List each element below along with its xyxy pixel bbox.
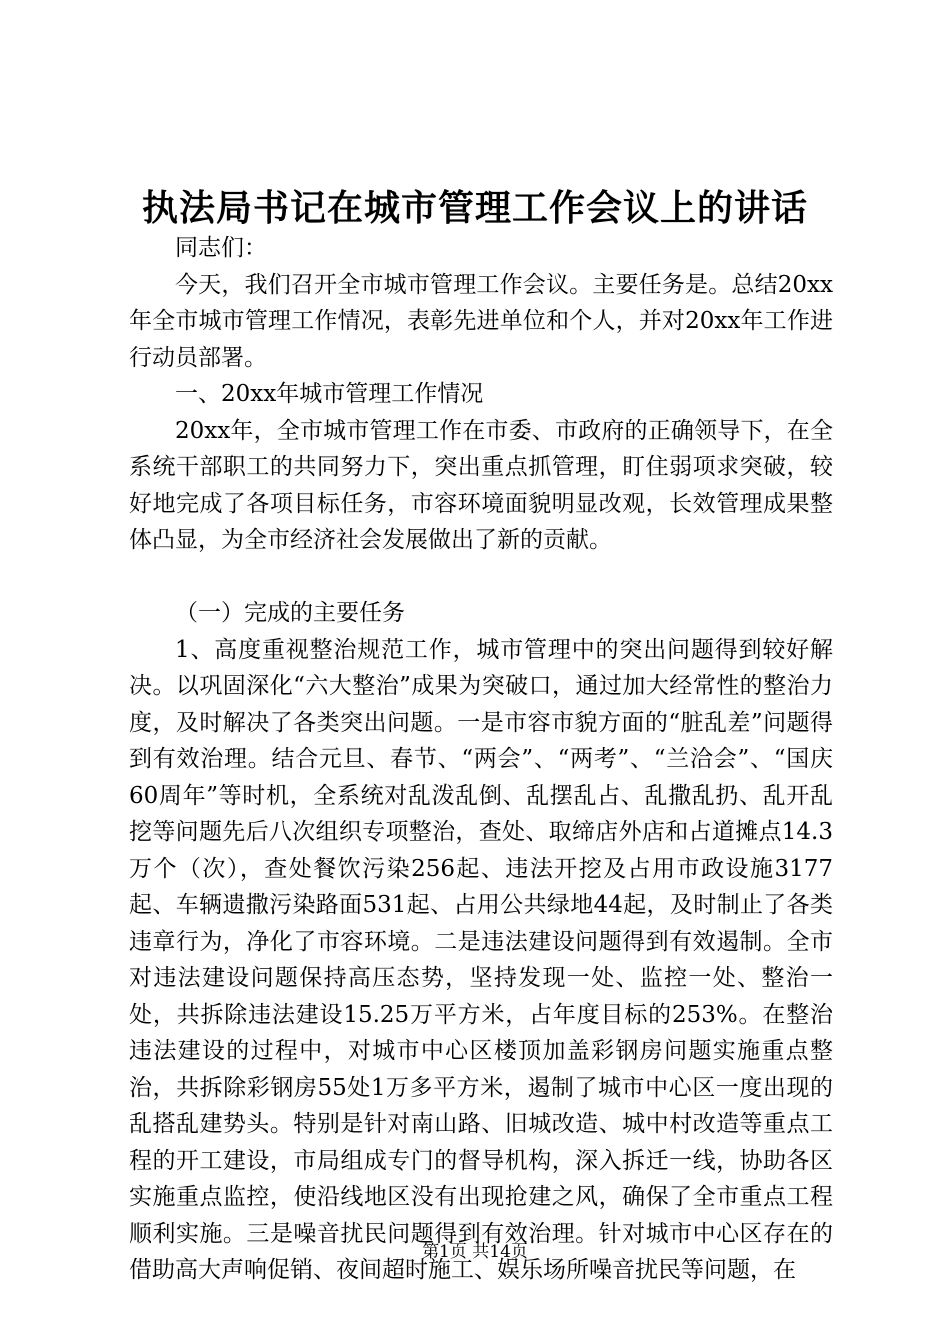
page-footer: 第1页 共14页 <box>422 1242 528 1262</box>
section-heading: 一、20xx年城市管理工作情况 <box>175 381 484 407</box>
salutation: 同志们： <box>175 235 267 261</box>
document-body <box>129 230 833 1289</box>
subsection-heading: （一）完成的主要任务 <box>175 600 405 626</box>
document-title: 执法局书记在城市管理工作会议上的讲话 <box>141 187 808 229</box>
paragraph-intro: 今天，我们召开全市城市管理工作会议。主要任务是。总结20xx年全市城市管理工作情况，表彰先进单位和个人，并对20xx年工作进行动员部署。 <box>129 271 833 371</box>
paragraph-task-1: 1、高度重视整治规范工作，城市管理中的突出问题得到较好解决。以巩固深化“六大整治”成果为突破口，通过加大经常性的整治力度，及时解决了各类突出问题。一是市容市貌方面的“脏乱差”问题得到有效治理。结合元旦、春节、“两会”、“两考”、“兰洽会”、“国庆60周年”等时机，全系统对乱泼乱倒、乱摆乱占、乱撒乱扔、乱开乱挖等问题先后八次组织专项整治，查处、取缔店外店和占道摊点14.3万个（次），查处餐饮污染256起、违法开挖及占用市政设施3177起、车辆遗撒污染路面531起、占用公共绿地44起，及时制止了各类违章行为，净化了市容环境。二是违法建设问题得到有效遏制。全市对违法建设问题保持高压态势，坚持发现一处、监控一处、整治一处，共拆除违法建设15.25万平方米，占年度目标的253%。在整治违法建设的过程中，对城市中心区楼顶加盖彩钢房问题实施重点整治，共拆除彩钢房55处1万多平方米，遏制了城市中心区一度出现的乱搭乱建势头。特别是针对南山路、旧城改造、城中村改造等重点工程的开工建设，市局组成专门的督导机构，深入拆迁一线，协助各区实施重点监控，使沿线地区没有出现抢建之风，确保了全市重点工程顺利实施。三是噪音扰民问题得到有效治理。针对城市中心区存在的借助高大声响促销、夜间超时施工、娱乐场所噪音扰民等问题，在 <box>129 636 833 1283</box>
paragraph-summary: 20xx年，全市城市管理工作在市委、市政府的正确领导下，在全系统干部职工的共同努力下，突出重点抓管理，盯住弱项求突破，较好地完成了各项目标任务，市容环境面貌明显改观，长效管理成果整体凸显，为全市经济社会发展做出了新的贡献。 <box>129 417 833 553</box>
